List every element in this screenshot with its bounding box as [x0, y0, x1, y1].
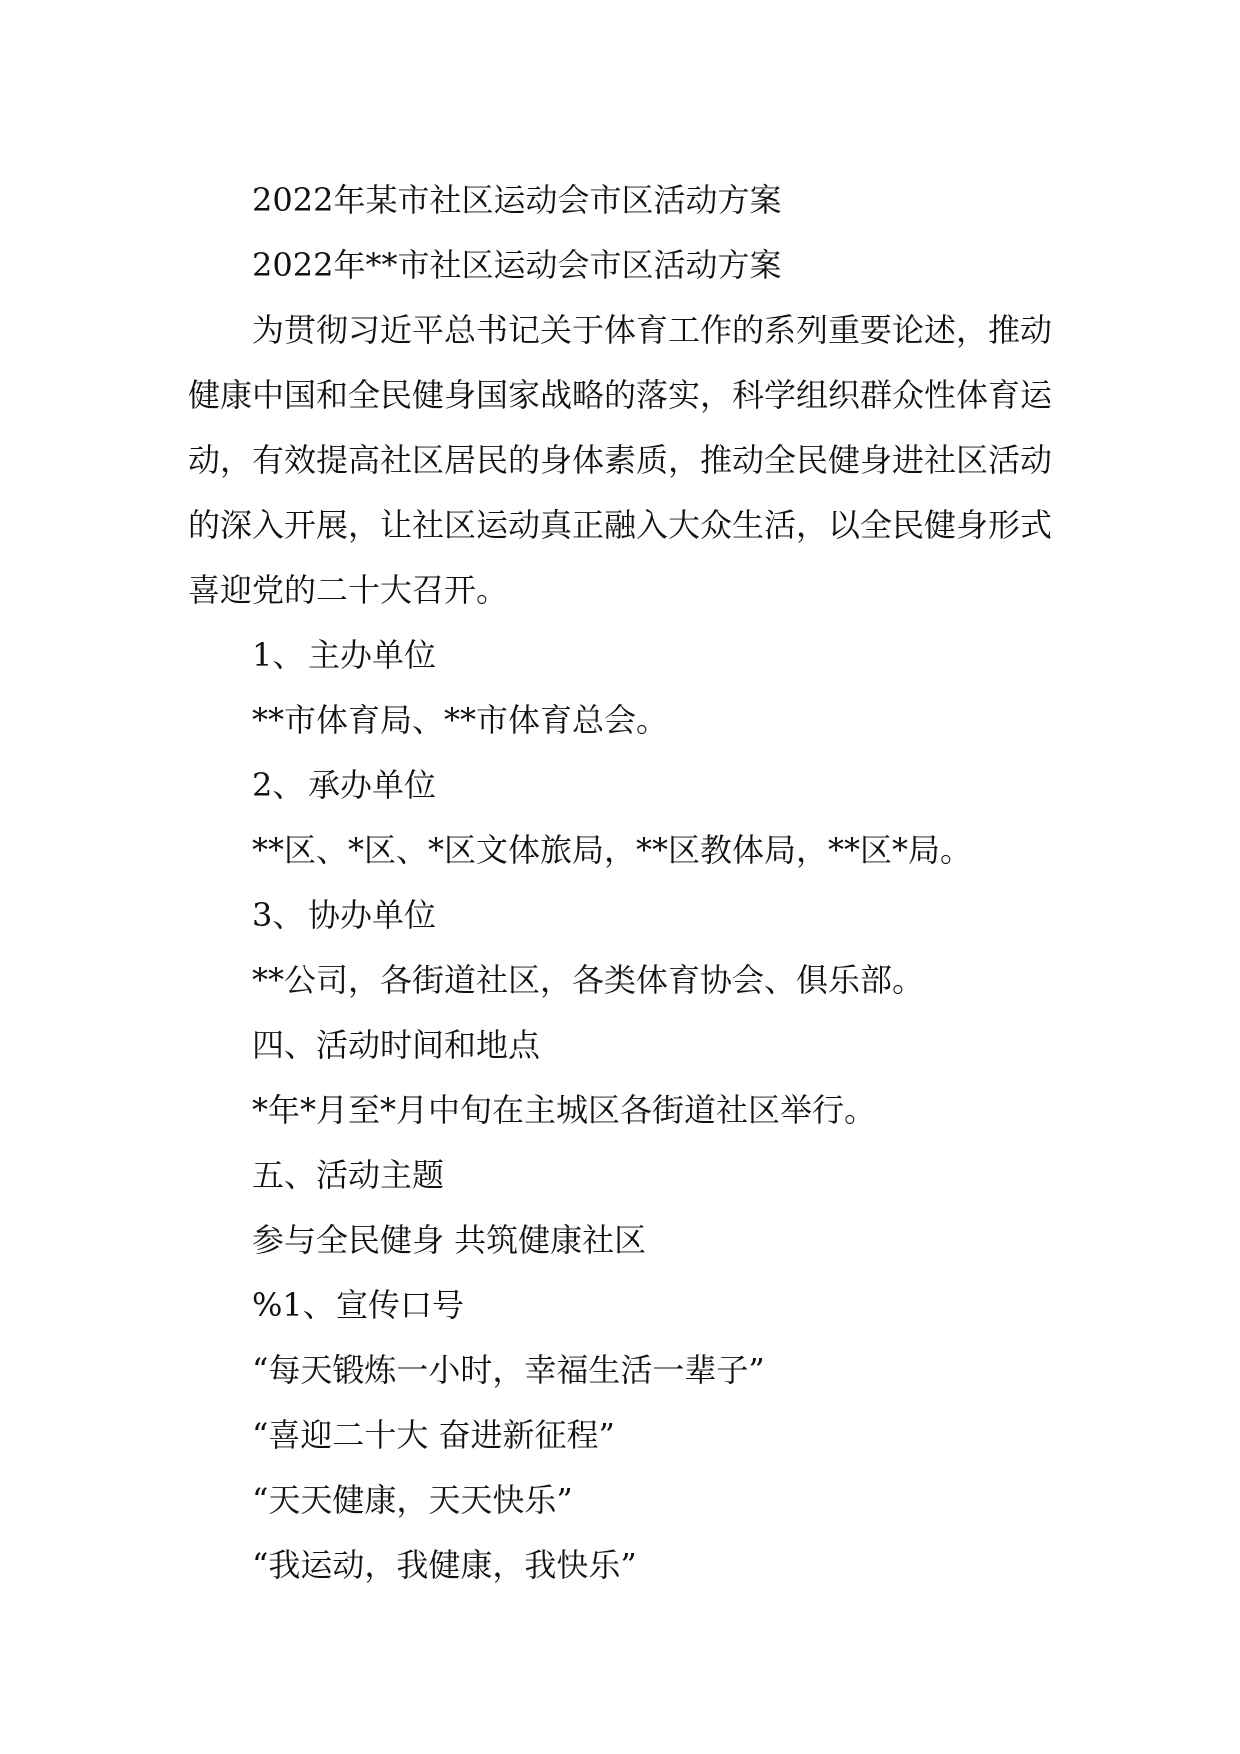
document-subtitle: 2022年**市社区运动会市区活动方案	[252, 246, 782, 284]
section-number: 1、	[252, 636, 305, 674]
section-heading-undertaker	[188, 753, 1058, 818]
section-heading-text: 承办单位	[308, 766, 437, 804]
section-heading-text: 主办单位	[308, 636, 437, 674]
slogan-item: “喜迎二十大 奋进新征程”	[252, 1416, 615, 1454]
document-title: 2022年某市社区运动会市区活动方案	[252, 181, 782, 219]
section-body-organizer: **市体育局、**市体育总会。	[252, 701, 669, 739]
slogan-item: “我运动，我健康，我快乐”	[252, 1546, 637, 1584]
slogan-item: “每天锻炼一小时，幸福生活一辈子”	[252, 1351, 765, 1389]
section-number: 2、	[252, 766, 305, 804]
section-heading-text: 协办单位	[308, 896, 437, 934]
document-body	[188, 168, 1058, 1598]
section-body-co-organizer: **公司，各街道社区，各类体育协会、俱乐部。	[252, 961, 925, 999]
section-heading-organizer	[188, 623, 1058, 688]
section-body-undertaker: **区、*区、*区文体旅局，**区教体局，**区*局。	[252, 831, 973, 869]
section-heading-slogans	[188, 1273, 1058, 1338]
intro-paragraph: 为贯彻习近平总书记关于体育工作的系列重要论述，推动健康中国和全民健身国家战略的落实，科学组织群众性体育运动，有效提高社区居民的身体素质，推动全民健身进社区活动的深入开展，让社区运动真正融入大众生活，以全民健身形式喜迎党的二十大召开。	[188, 311, 1053, 609]
section-heading-text: 宣传口号	[336, 1286, 465, 1324]
slogan-item: “天天健康，天天快乐”	[252, 1481, 573, 1519]
section-heading-co-organizer	[188, 883, 1058, 948]
section-heading-time-place: 四、活动时间和地点	[252, 1026, 541, 1064]
section-number: %1、	[252, 1286, 335, 1324]
section-body-time-place: *年*月至*月中旬在主城区各街道社区举行。	[252, 1091, 877, 1129]
section-number: 3、	[252, 896, 305, 934]
section-heading-theme: 五、活动主题	[252, 1156, 445, 1194]
section-body-theme: 参与全民健身 共筑健康社区	[252, 1221, 647, 1259]
